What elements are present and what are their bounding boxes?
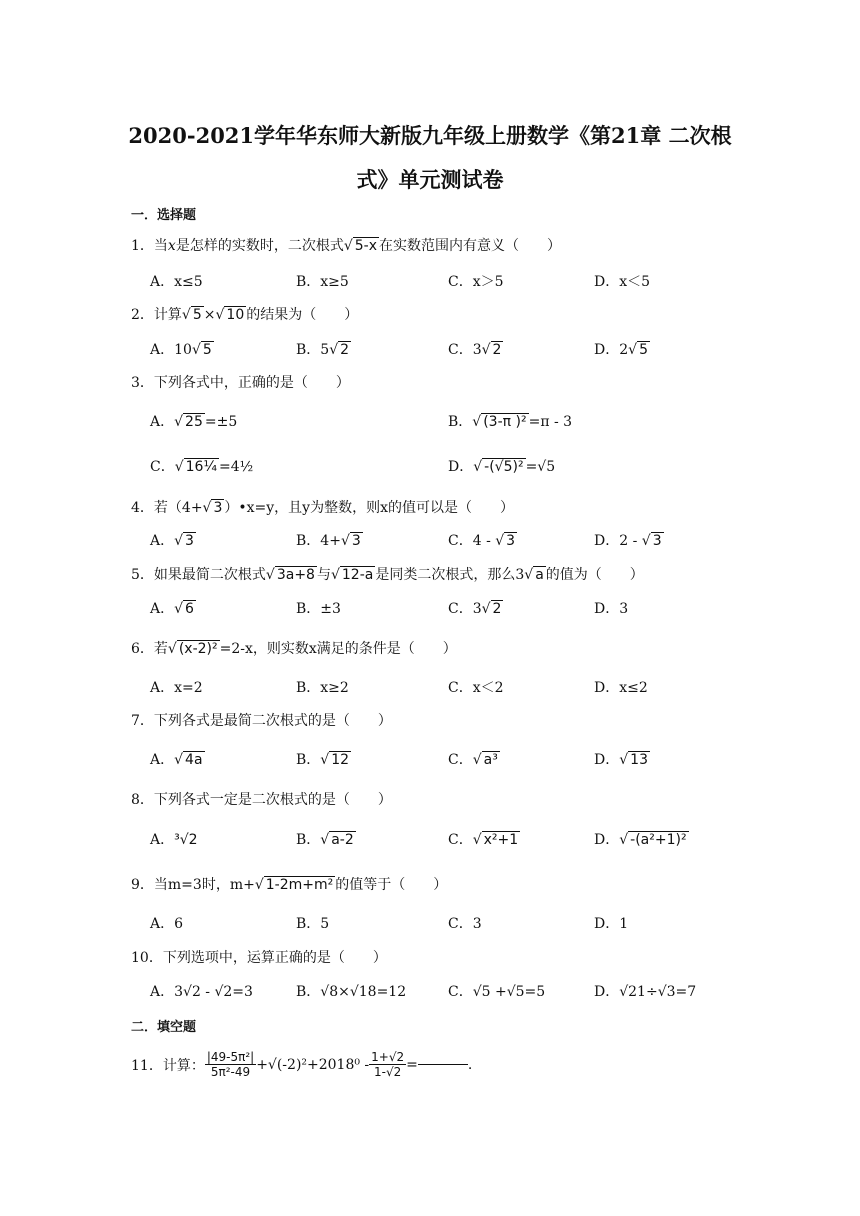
q3-option-c: C．√ 16¼ =4½ (150, 459, 254, 475)
question-3: 3．下列各式中，正确的是（ ） (131, 375, 350, 391)
q11-fraction-2: $\frac{1+√2}{1-√2}$ (371, 1050, 405, 1079)
q1-option-d: D．x＜5 (594, 274, 651, 290)
q11-fraction-1: $\frac{\text{|49-5π²|}}{\text{5π²-49}}$ (206, 1050, 255, 1079)
q6-option-d: D．x≤2 (594, 680, 648, 696)
q2-radicand-2: 10 (226, 307, 245, 323)
q5-option-d: D．3 (594, 601, 629, 617)
q5-option-a: A．√ 6 (150, 601, 194, 617)
question-1: 1．当x是怎样的实数时，二次根式√ 5-x 在实数范围内有意义（ ） (131, 238, 561, 254)
question-6: 6．若√ (x-2)² =2-x，则实数x满足的条件是（ ） (131, 641, 457, 657)
q8-option-b: B．√ a-2 (296, 832, 354, 848)
q9-option-a: A．6 (150, 916, 184, 932)
q10-option-d: D．√21÷√3=7 (594, 984, 697, 1000)
question-4: 4．若（4+√ 3 ）•x=y，且y为整数，则x的值可以是（ ） (131, 500, 514, 516)
q5-option-c: C．3√ 2 (448, 601, 502, 617)
q11-mid: +√(-2)²+2018⁰ - (256, 1056, 370, 1073)
page-title-line-2: 式》单元测试卷 (356, 167, 504, 192)
section-heading-choice: 一．选择题 (131, 208, 197, 223)
q2-tail: 的结果为（ ） (246, 307, 359, 323)
q7-option-c: C．√ a³ (448, 752, 498, 768)
q4-option-c: C．4 - √ 3 (448, 533, 516, 549)
q9-option-c: C．3 (448, 916, 482, 932)
q3-option-d: D．√ -(√5)² =√5 (448, 459, 556, 475)
q2-radicand-1: 5 (192, 307, 202, 323)
q6-option-b: B．x≥2 (296, 680, 349, 696)
q7-option-d: D．√ 13 (594, 752, 648, 768)
q10-option-b: B．√8×√18=12 (296, 984, 407, 1000)
q9-option-d: D．1 (594, 916, 629, 932)
q8-option-a: A．³√2 (150, 832, 198, 848)
q11-answer-blank (418, 1064, 468, 1065)
question-7: 7．下列各式是最简二次根式的是（ ） (131, 713, 392, 729)
q5-option-b: B．±3 (296, 601, 341, 617)
q2-option-b: B．5√ 2 (296, 342, 350, 358)
q8-option-d: D．√ -(a²+1)² (594, 832, 687, 848)
question-8: 8．下列各式一定是二次根式的是（ ） (131, 792, 392, 808)
question-2: 2．计算√ 5 ×√ 10 的结果为（ ） (131, 307, 359, 323)
q10-option-c: C．√5 +√5=5 (448, 984, 546, 1000)
q1-option-a: A．x≤5 (150, 274, 203, 290)
q1-option-b: B．x≥5 (296, 274, 349, 290)
q2-option-d: D．2√ 5 (594, 342, 648, 358)
question-11: 11．计算： $\frac{\text{|49-5π²|}}{\text{5π²-49}}$ +√(-2)²+2018⁰ - $\frac{1+√2}{1-√2}$ = . (131, 1050, 473, 1079)
q8-option-c: C．√ x²+1 (448, 832, 519, 848)
q1-var: x (167, 238, 176, 254)
q3-option-a: A．√ 25 =±5 (150, 414, 238, 430)
q2-option-a: A．10√ 5 (150, 342, 212, 358)
q7-option-b: B．√ 12 (296, 752, 350, 768)
q9-option-b: B．5 (296, 916, 330, 932)
q1-tail: 在实数范围内有意义（ ） (379, 238, 561, 254)
q6-option-a: A．x=2 (150, 680, 203, 696)
page-title-line-1: 2020-2021学年华东师大新版九年级上册数学《第21章 二次根 (128, 123, 732, 148)
q1-option-c: C．x＞5 (448, 274, 504, 290)
question-10: 10．下列选项中，运算正确的是（ ） (131, 950, 387, 966)
q2-pre: 2．计算 (131, 307, 182, 323)
q7-option-a: A．√ 4a (150, 752, 203, 768)
q1-radicand: 5-x (354, 238, 377, 254)
q2-times: × (203, 307, 216, 323)
q3-option-b: B．√ (3-π )² =π - 3 (448, 414, 573, 430)
q4-option-b: B．4+√ 3 (296, 533, 361, 549)
section-heading-fill: 二．填空题 (131, 1020, 197, 1035)
q10-option-a: A．3√2 - √2=3 (150, 984, 253, 1000)
q1-post: 是怎样的实数时，二次根式 (175, 238, 344, 254)
q2-option-c: C．3√ 2 (448, 342, 502, 358)
q6-option-c: C．x＜2 (448, 680, 504, 696)
question-5: 5．如果最简二次根式√ 3a+8 与√ 12-a 是同类二次根式，那么3√ a 的值为（ ） (131, 567, 644, 583)
q4-option-a: A．√ 3 (150, 533, 194, 549)
q1-pre: 1．当 (131, 238, 168, 254)
question-9: 9．当m=3时，m+√ 1-2m+m² 的值等于（ ） (131, 877, 448, 893)
q4-option-d: D．2 - √ 3 (594, 533, 662, 549)
